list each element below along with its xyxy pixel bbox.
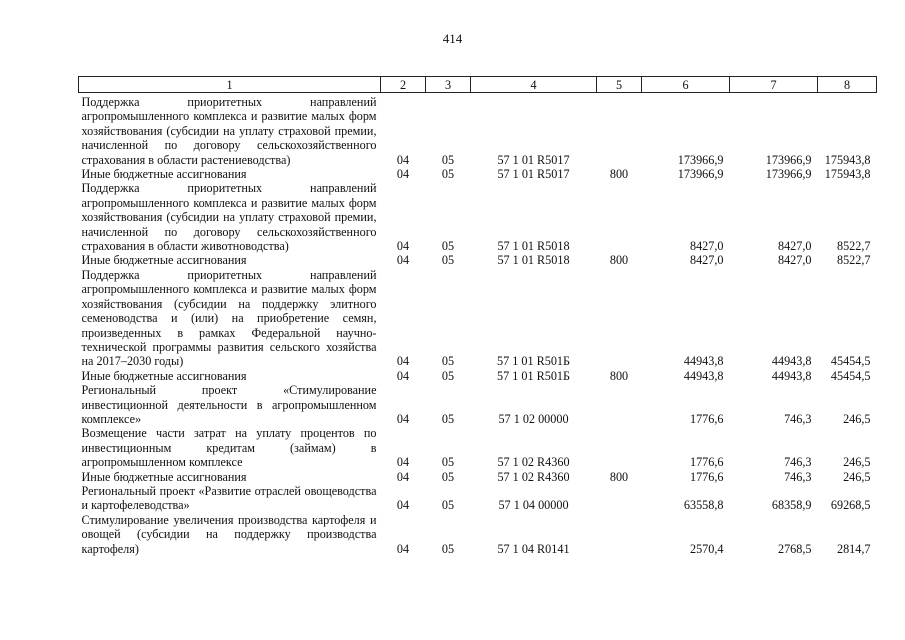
row-amount-col6: 44943,8	[683, 354, 724, 369]
table-row	[79, 484, 877, 513]
row-target-code: 57 1 02 00000	[498, 411, 569, 426]
table-row	[79, 181, 877, 253]
row-amount-col7: 173966,9	[765, 152, 812, 167]
row-expense-type	[597, 513, 642, 556]
row-target-code: 57 1 04 R0141	[497, 541, 570, 556]
row-amount-col8: 45454,5	[830, 368, 871, 383]
row-section: 04	[396, 541, 410, 556]
row-subsection: 05	[441, 455, 455, 470]
row-section: 04	[396, 368, 410, 383]
row-expense-type	[597, 95, 642, 167]
budget-table	[78, 76, 877, 556]
row-name: Иные бюджетные ассигнования	[81, 167, 247, 182]
row-name: Иные бюджетные ассигнования	[81, 469, 247, 484]
row-amount-col7: 44943,8	[771, 354, 812, 369]
row-target-code: 57 1 01 R5017	[497, 167, 570, 182]
row-amount-col8: 69268,5	[830, 498, 871, 513]
row-name: Поддержка приоритетных направлений агропромышленного комплекса и развитие малых форм хозяйствования (субсидии на поддержку элитного семеноводства и (или) на приобретение семян, произведенных в рамках Федеральной научно-технической программы развития сельского хозяйства на 2017–2030 годы)	[81, 267, 377, 369]
row-amount-col8: 8522,7	[836, 253, 871, 268]
table-header-row	[79, 77, 877, 93]
row-expense-type: 800	[609, 368, 629, 383]
header-cell: 1	[79, 77, 381, 93]
row-amount-col6: 1776,6	[689, 455, 724, 470]
row-subsection: 05	[441, 167, 455, 182]
row-amount-col6: 1776,6	[689, 469, 724, 484]
row-amount-col6: 173966,9	[677, 152, 724, 167]
row-expense-type	[597, 426, 642, 469]
table-row	[79, 513, 877, 556]
row-amount-col6: 2570,4	[689, 541, 724, 556]
row-target-code: 57 1 02 R4360	[497, 455, 570, 470]
row-target-code: 57 1 01 R501Б	[496, 354, 571, 369]
row-amount-col7: 173966,9	[765, 167, 812, 182]
row-target-code: 57 1 04 00000	[498, 498, 569, 513]
header-cell: 7	[730, 77, 818, 93]
row-amount-col7: 8427,0	[777, 253, 812, 268]
page-number: 414	[442, 31, 463, 46]
table-row	[79, 167, 877, 181]
row-amount-col7: 746,3	[784, 469, 812, 484]
row-name: Региональный проект «Стимулирование инвестиционной деятельности в агропромышленном комплексе»	[81, 383, 377, 426]
row-amount-col7: 68358,9	[771, 498, 812, 513]
row-subsection: 05	[441, 541, 455, 556]
table-row	[79, 268, 877, 369]
row-amount-col6: 1776,6	[689, 411, 724, 426]
row-expense-type: 800	[609, 469, 629, 484]
row-amount-col6: 8427,0	[689, 253, 724, 268]
table-row	[79, 470, 877, 484]
row-subsection: 05	[441, 253, 455, 268]
row-name: Поддержка приоритетных направлений агропромышленного комплекса и развитие малых форм хозяйствования (субсидии на уплату страховой премии, начисленной по договору сельскохозяйственного страхования в области растениеводства)	[81, 95, 377, 167]
header-cell: 3	[426, 77, 471, 93]
row-expense-type	[597, 181, 642, 253]
row-amount-col8: 175943,8	[824, 152, 871, 167]
row-section: 04	[396, 239, 410, 254]
row-amount-col6: 173966,9	[677, 167, 724, 182]
row-subsection: 05	[441, 152, 455, 167]
row-target-code: 57 1 01 R5018	[497, 253, 570, 268]
row-name: Возмещение части затрат на уплату процентов по инвестиционным кредитам (займам) в агропромышленном комплексе	[81, 426, 377, 470]
header-cell: 8	[818, 77, 877, 93]
row-amount-col8: 45454,5	[830, 354, 871, 369]
row-amount-col8: 246,5	[843, 469, 871, 484]
header-cell: 2	[381, 77, 426, 93]
header-cell: 5	[597, 77, 642, 93]
row-name: Иные бюджетные ассигнования	[81, 368, 247, 383]
row-subsection: 05	[441, 469, 455, 484]
row-section: 04	[396, 411, 410, 426]
row-amount-col7: 746,3	[784, 455, 812, 470]
row-subsection: 05	[441, 368, 455, 383]
row-target-code: 57 1 01 R501Б	[496, 368, 571, 383]
row-target-code: 57 1 02 R4360	[497, 469, 570, 484]
row-amount-col8: 175943,8	[824, 167, 871, 182]
row-subsection: 05	[441, 498, 455, 513]
row-name: Иные бюджетные ассигнования	[81, 253, 247, 268]
row-amount-col7: 44943,8	[771, 368, 812, 383]
row-amount-col8: 246,5	[843, 455, 871, 470]
row-section: 04	[396, 498, 410, 513]
row-amount-col7: 746,3	[784, 411, 812, 426]
header-cell: 6	[642, 77, 730, 93]
row-expense-type	[597, 484, 642, 513]
row-amount-col8: 8522,7	[836, 239, 871, 254]
table-row	[79, 426, 877, 469]
table-row	[79, 95, 877, 167]
row-section: 04	[396, 167, 410, 182]
row-amount-col6: 8427,0	[689, 239, 724, 254]
row-target-code: 57 1 01 R5017	[497, 152, 570, 167]
table-row	[79, 369, 877, 383]
row-amount-col8: 246,5	[843, 411, 871, 426]
row-amount-col6: 63558,8	[683, 498, 724, 513]
row-section: 04	[396, 152, 410, 167]
row-expense-type	[597, 268, 642, 369]
row-amount-col7: 2768,5	[777, 541, 812, 556]
row-name: Поддержка приоритетных направлений агропромышленного комплекса и развитие малых форм хозяйствования (субсидии на уплату страховой премии, начисленной по договору сельскохозяйственного страхования в области животноводства)	[81, 181, 377, 254]
row-expense-type	[597, 383, 642, 426]
row-name: Стимулирование увеличения производства картофеля и овощей (субсидии на поддержку производства картофеля)	[81, 512, 377, 556]
row-amount-col6: 44943,8	[683, 368, 724, 383]
row-section: 04	[396, 354, 410, 369]
row-section: 04	[396, 455, 410, 470]
row-amount-col7: 8427,0	[777, 239, 812, 254]
row-section: 04	[396, 253, 410, 268]
row-subsection: 05	[441, 354, 455, 369]
row-expense-type: 800	[609, 253, 629, 268]
header-cell: 4	[471, 77, 597, 93]
row-target-code: 57 1 01 R5018	[497, 239, 570, 254]
row-expense-type: 800	[609, 167, 629, 182]
row-amount-col8: 2814,7	[836, 541, 871, 556]
row-section: 04	[396, 469, 410, 484]
row-subsection: 05	[441, 411, 455, 426]
row-name: Региональный проект «Развитие отраслей овощеводства и картофелеводства»	[81, 483, 377, 513]
table-row	[79, 253, 877, 267]
table-row	[79, 383, 877, 426]
row-subsection: 05	[441, 239, 455, 254]
